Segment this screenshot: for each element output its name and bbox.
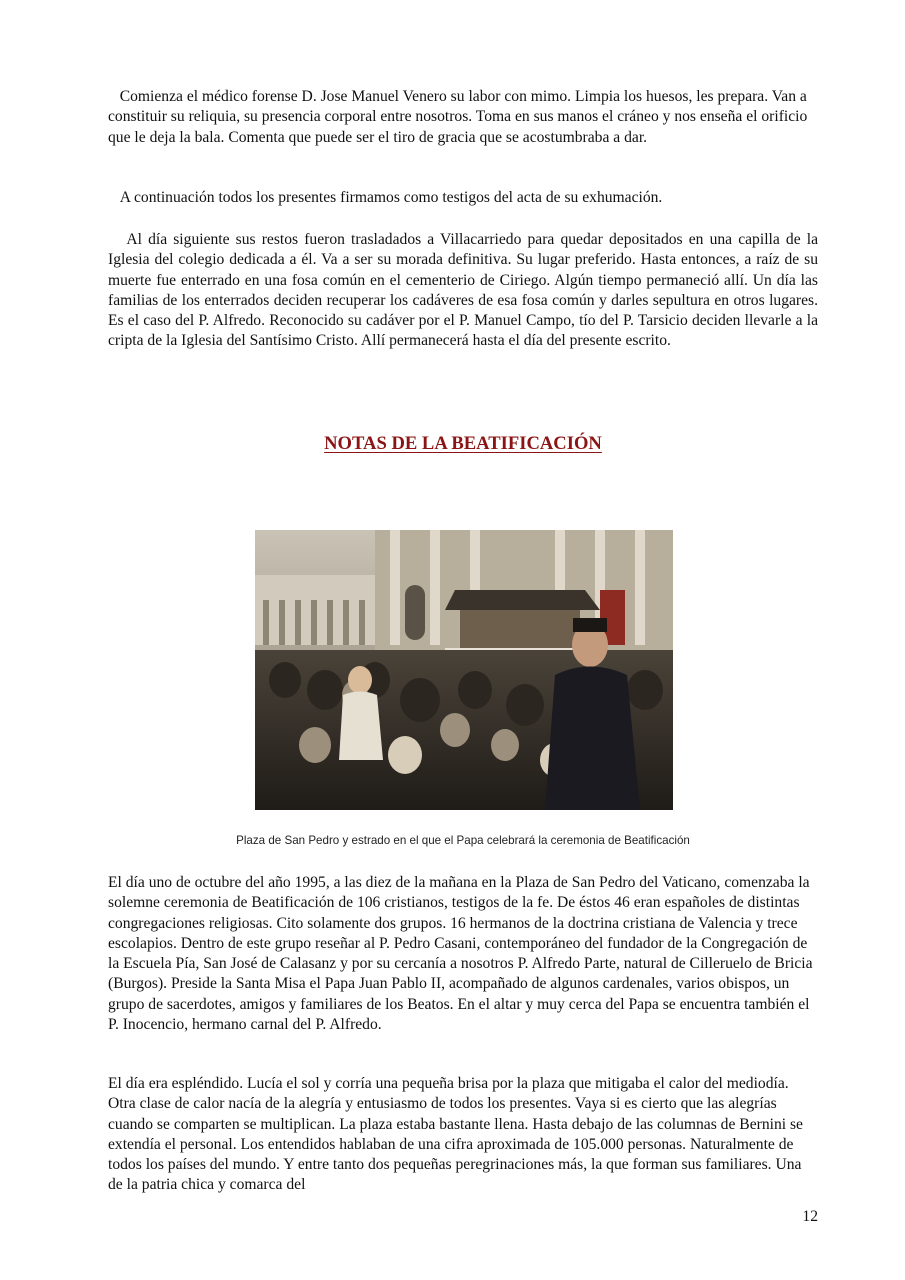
paragraph-text: Comienza el médico forense D. Jose Manuel Venero su labor con mimo. Limpia los huesos, les prepara. Van a constituir su reliquia, su presencia corporal entre nosotros. Toma en sus manos el cráneo y nos enseña el orificio que le deja la bala. Comenta que puede ser el tiro de gracia que se acostumbraba a dar.: [108, 88, 808, 146]
photo-caption: Plaza de San Pedro y estrado en el que el Papa celebrará la ceremonia de Beatificación: [236, 834, 690, 847]
paragraph-transfer: [108, 230, 818, 352]
paragraph-witnesses: [108, 188, 818, 208]
paragraph-text: Al día siguiente sus restos fueron trasladados a Villacarriedo para quedar depositados en una capilla de la Iglesia del colegio dedicada a él. Va a ser su morada definitiva. Su lugar preferido. Hasta entonces, a raíz de su muerte fue enterrado en una fosa común en el cementerio de Ciriego. Algún tiempo permaneció allí. Un día las familias de los enterrados deciden recuperar los cadáveres de esa fosa común y darles sepultura en otros lugares. Es el caso del P. Alfredo. Reconocido su cadáver por el P. Manuel Campo, tío del P. Tarsicio deciden llevarle a la cripta de la Iglesia del Santísimo Cristo. Allí permanecerá hasta el día del presente escrito.: [108, 231, 818, 350]
page-number: 12: [802, 1208, 818, 1225]
paragraph-forensic-exam: [108, 87, 818, 148]
beatification-photo: [255, 530, 673, 810]
paragraph-weather: El día era espléndido. Lucía el sol y corría una pequeña brisa por la plaza que mitigaba el calor del mediodía. Otra clase de calor nacía de la alegría y entusiasmo de todos los presentes. Vaya si es cierto que las alegrías cuando se comparten se multiplican. La plaza estaba bastante llena. Hasta debajo de las columnas de Bernini se extendía el personal. Los entendidos hablaban de una cifra aproximada de 105.000 personas. Naturalmente de todos los países del mundo. Y entre tanto dos pequeñas peregrinaciones más, la que forman sus familiares. Una de la patria chica y comarca del: [108, 1075, 803, 1194]
photo-illustration: [255, 530, 673, 810]
section-heading: NOTAS DE LA BEATIFICACIÓN: [324, 433, 602, 454]
paragraph-text: A continuación todos los presentes firmamos como testigos del acta de su exhumación.: [119, 189, 663, 206]
paragraph-ceremony: El día uno de octubre del año 1995, a las diez de la mañana en la Plaza de San Pedro del Vaticano, comenzaba la solemne ceremonia de Beatificación de 106 cristianos, testigos de la fe. De éstos 46 eran españoles de distintas congregaciones religiosas. Cito solamente dos grupos. 16 hermanos de la doctrina cristiana de Valencia y trece escolapios. Dentro de este grupo reseñar al P. Pedro Casani, contemporáneo del fundador de la Congregación de la Escuela Pía, San José de Calasanz y por su cercanía a nosotros P. Alfredo Parte, natural de Cilleruelo de Bricia (Burgos). Preside la Santa Misa el Papa Juan Pablo II, acompañado de algunos cardenales, varios obispos, un grupo de sacerdotes, amigos y familiares de los Beatos. En el altar y muy cerca del Papa se encuentra también el P. Inocencio, hermano carnal del P. Alfredo.: [108, 874, 813, 1034]
